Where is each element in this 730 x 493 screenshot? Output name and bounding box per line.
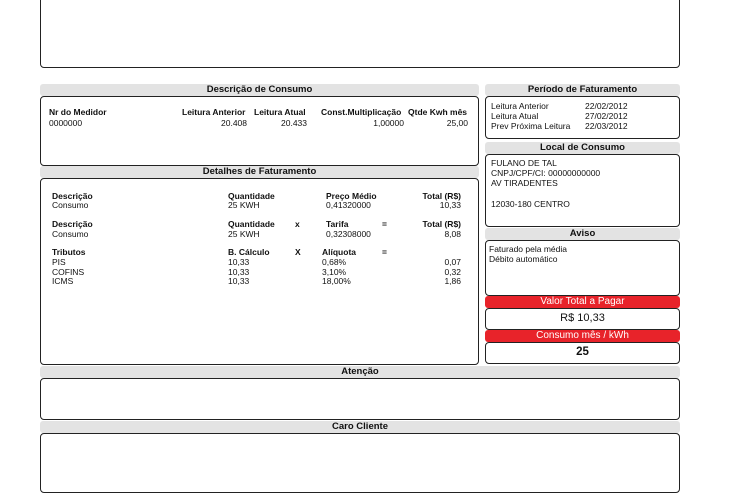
b3-eq: = [382,247,387,257]
medidor-value: 0000000 [49,118,83,128]
b1-preco-header: Preço Médio [326,191,377,201]
local-address: AV TIRADENTES [491,178,558,188]
tributo-aliq: 3,10% [322,267,347,277]
b2-desc: Consumo [52,229,89,239]
b1-total-header: Total (R$) [422,191,461,201]
b1-desc-header: Descrição [52,191,93,201]
consumo-mes-value: 25 [576,346,589,358]
periodo-value-1: 27/02/2012 [585,111,628,121]
b3-trib-header: Tributos [52,247,86,257]
b2-desc-header: Descrição [52,219,93,229]
valor-total-header: Valor Total a Pagar [485,296,680,308]
caro-cliente-header: Caro Cliente [40,421,680,433]
aviso-header: Aviso [485,228,680,240]
b1-preco: 0,41320000 [326,200,371,210]
b2-qtd: 25 KWH [228,229,260,239]
periodo-value-2: 22/03/2012 [585,121,628,131]
b3-calc-header: B. Cálculo [228,247,270,257]
periodo-label-2: Prev Próxima Leitura [491,121,571,131]
consumo-header: Descrição de Consumo [40,84,479,96]
medidor-header: Nr do Medidor [49,107,107,117]
periodo-label-1: Leitura Atual [491,111,539,121]
atencao-header: Atenção [40,366,680,378]
b1-total: 10,33 [439,200,461,210]
detalhes-header: Detalhes de Faturamento [40,166,479,178]
local-header: Local de Consumo [485,142,680,154]
tributo-name: COFINS [52,267,85,277]
b1-qtd-header: Quantidade [228,191,275,201]
b1-desc: Consumo [52,200,89,210]
tributo-valor: 0,07 [444,257,461,267]
tributo-calc: 10,33 [228,257,250,267]
periodo-label-0: Leitura Anterior [491,101,549,111]
const-mult-value: 1,00000 [373,118,404,128]
const-mult-header: Const.Multiplicação [321,107,402,117]
b3-aliq-header: Alíquota [322,247,356,257]
periodo-header: Período de Faturamento [485,84,680,96]
local-name: FULANO DE TAL [491,158,557,168]
b1-qtd: 25 KWH [228,200,260,210]
leitura-atual-value: 20.433 [281,118,307,128]
b2-tarifa-header: Tarifa [326,219,349,229]
tributo-name: PIS [52,257,66,267]
tributo-valor: 0,32 [444,267,461,277]
tributo-aliq: 0,68% [322,257,347,267]
b2-qtd-header: Quantidade [228,219,275,229]
tributo-calc: 10,33 [228,267,250,277]
caro-cliente-box [40,433,680,493]
atencao-box [40,378,680,420]
qtde-header: Qtde Kwh mês [408,107,468,117]
tributo-calc: 10,33 [228,276,250,286]
consumo-mes-header: Consumo mês / kWh [485,330,680,342]
top-box [40,0,680,68]
leitura-atual-header: Leitura Atual [254,107,306,117]
b2-total-header: Total (R$) [422,219,461,229]
aviso-line-2: Débito automático [489,254,558,264]
b2-total: 8,08 [444,229,461,239]
b2-eq: = [382,219,387,229]
b2-tarifa: 0,32308000 [326,229,371,239]
local-cep: 12030-180 CENTRO [491,199,570,209]
leitura-anterior-value: 20.408 [221,118,247,128]
b2-x: x [295,219,300,229]
aviso-line-1: Faturado pela média [489,244,567,254]
leitura-anterior-header: Leitura Anterior [182,107,246,117]
tributo-name: ICMS [52,276,74,286]
periodo-value-0: 22/02/2012 [585,101,628,111]
b3-x: X [295,247,301,257]
tributo-valor: 1,86 [444,276,461,286]
tributo-aliq: 18,00% [322,276,351,286]
valor-total-value: R$ 10,33 [560,312,605,324]
qtde-value: 25,00 [446,118,468,128]
local-doc: CNPJ/CPF/CI: 00000000000 [491,168,601,178]
